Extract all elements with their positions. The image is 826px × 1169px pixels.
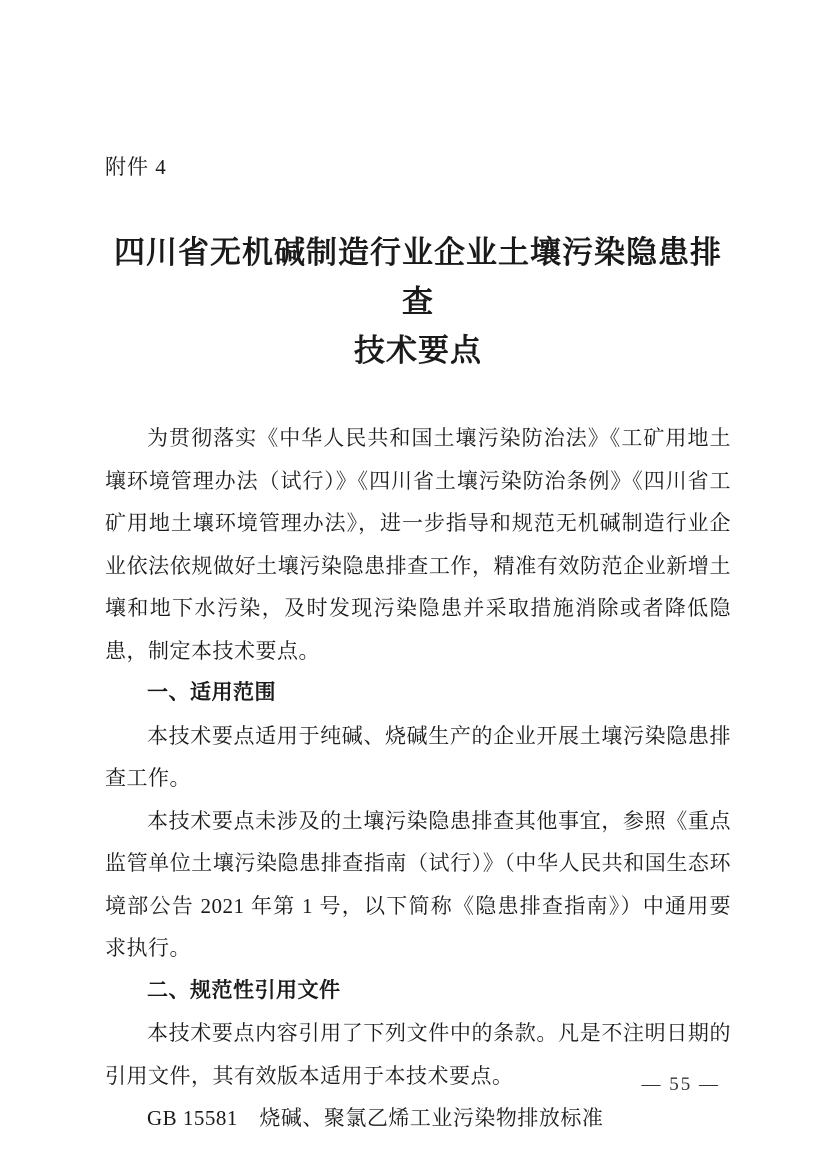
document-title-line-2: 技术要点 [354,333,482,368]
attachment-label: 附件 4 [105,155,167,179]
section-heading-scope: 一、适用范围 [147,681,276,704]
document-body [105,417,731,1140]
normative-references-paragraph: 本技术要点内容引用了下列文件中的条款。凡是不注明日期的引用文件，其有效版本适用于本技术要点。 [105,1021,731,1088]
page-number: — 55 — [641,1074,720,1095]
document-title-line-1: 四川省无机碱制造行业企业土壤污染隐患排查 [114,235,722,319]
intro-paragraph: 为贯彻落实《中华人民共和国土壤污染防治法》《工矿用地土壤环境管理办法（试行）》《四川省土壤污染防治条例》《四川省工矿用地土壤环境管理办法》，进一步指导和规范无机碱制造行业企业依法依规做好土壤污染隐患排查工作，精准有效防范企业新增土壤和地下水污染，及时发现污染隐患并采取措施消除或者降低隐患，制定本技术要点。 [105,426,731,663]
scope-paragraph-1: 本技术要点适用于纯碱、烧碱生产的企业开展土壤污染隐患排查工作。 [105,723,731,790]
scope-paragraph-2: 本技术要点未涉及的土壤污染隐患排查其他事宜，参照《重点监管单位土壤污染隐患排查指南（试行）》（中华人民共和国生态环境部公告 2021 年第 1 号，以下简称《隐患排查指南》）中通用要求执行。 [105,808,731,960]
document-title [105,228,731,375]
reference-item-gb15581: GB 15581 烧碱、聚氯乙烯工业污染物排放标准 [147,1106,604,1130]
section-heading-normative-references: 二、规范性引用文件 [147,978,341,1002]
